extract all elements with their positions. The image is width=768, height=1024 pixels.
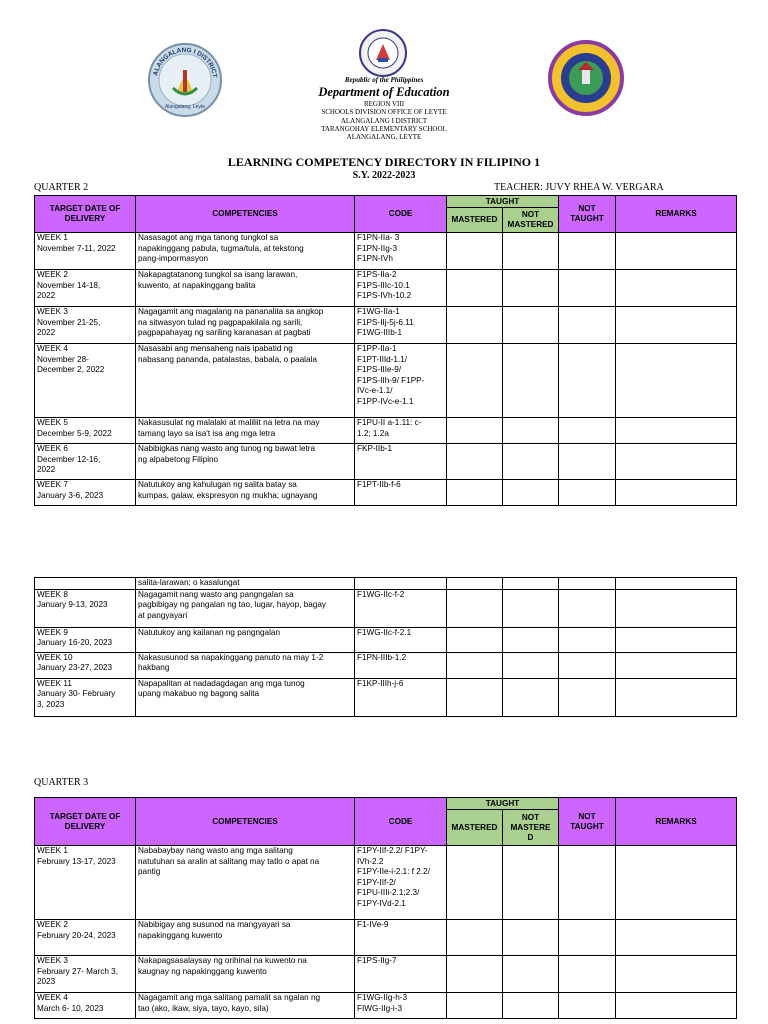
col-code: CODE	[355, 196, 447, 233]
deped-seal-logo	[358, 28, 408, 78]
table-row: WEEK 8 January 9-13, 2023 Nagagamit nang wasto ang pangngalan sa pagbibigay ng pangalan ng tao, lugar, hayop, bagay at pangyayari F1WG-IIc-f-2	[35, 589, 737, 627]
col-not-mastered: NOT MASTERED	[503, 208, 559, 233]
table-row: WEEK 7 January 3-6, 2023 Natutukoy ang kahulugan ng salita batay sa kumpas, galaw, ekspresyon ng mukha; ugnayang F1PT-IIb-f-6	[35, 480, 737, 506]
page-title: LEARNING COMPETENCY DIRECTORY IN FILIPINO 1	[227, 155, 541, 169]
table-row: WEEK 11 January 30- February 3, 2023 Napapalitan at nadadagdagan ang mga tunog upang makabuo ng bagong salita F1KP-IIIh-j-6	[35, 678, 737, 716]
col-not-taught: NOT TAUGHT	[559, 798, 616, 846]
col-remarks: REMARKS	[616, 196, 737, 233]
table-row: WEEK 6 December 12-16, 2022 Nabibigkas nang wasto ang tunog ng bawat letra ng alpabetong Filipino FKP-IIb-1	[35, 444, 737, 480]
col-remarks: REMARKS	[616, 798, 737, 846]
header-lines: REGION VIII SCHOOLS DIVISION OFFICE OF LEYTE ALANGALANG I DISTRICT TARANGOHAY ELEMENTARY SCHOOL ALANGALANG, LEYTE	[321, 100, 447, 142]
table-row: WEEK 5 December 5-9, 2022 Nakasusulat ng malalaki at maliliit na letra na may tamang layo sa isa't isa ang mga letra F1PU-II a-1.11: c- 1.2; 1.2a	[35, 418, 737, 444]
table-row: WEEK 3 February 27- March 3, 2023 Nakapagsasalaysay ng orihinal na kuwento na kaugnay ng napakinggang kuwento F1PS-IIg-7	[35, 956, 737, 993]
col-target-date: TARGET DATE OF DELIVERY	[35, 196, 136, 233]
department-text: Department of Education	[318, 85, 450, 99]
col-code: CODE	[355, 798, 447, 846]
table-row: WEEK 1 February 13-17, 2023 Nababaybay nang wasto ang mga salitang natutuhan sa aralin at salitang may tatlo o apat na pantig F1PY-IIf-2.2/ F1PY- IVh-2.2 F1PY-IIe-i-2.1: f 2.2/ F1PY-IIf-2/ F1PU-IIIi-2.1;2.3/ F1PY-IVd-2.1	[35, 846, 737, 920]
school-year: S.Y. 2022-2023	[352, 170, 416, 181]
table-row: WEEK 10 January 23-27, 2023 Nakasusunod sa napakinggang panuto na may 1-2 hakbang F1PN-IIIb-1.2	[35, 652, 737, 678]
quarter2-label: QUARTER 2	[34, 182, 89, 193]
table-row: WEEK 4 March 6- 10, 2023 Nagagamit ang mga salitang pamalit sa ngalan ng tao (ako, ikaw, siya, tayo, kayo, sila) F1WG-IIg-h-3 FIWG-IIg-i-3	[35, 993, 737, 1019]
col-competencies: COMPETENCIES	[136, 196, 355, 233]
col-not-mastered: NOT MASTERE D	[503, 810, 559, 846]
table-row: WEEK 9 January 16-20, 2023 Natutukoy ang kailanan ng pangngalan F1WG-IIc-f-2.1	[35, 627, 737, 652]
col-mastered: MASTERED	[447, 810, 503, 846]
table-row: WEEK 1 November 7-11, 2022 Nasasagot ang mga tanong tungkol sa napakinggang pabula, tugma/tula, at tekstong pang-impormasyon F1PN-IIa- 3 F1PN-IIg-3 F1PN-IVh	[35, 233, 737, 270]
col-taught: TAUGHT	[447, 196, 559, 208]
quarter2-table	[34, 195, 737, 506]
svg-text:ALANGALANG I DISTRICT: ALANGALANG I DISTRICT	[152, 46, 218, 79]
table-row: WEEK 4 November 28- December 2, 2022 Nasasabi ang mensaheng nais ipabatid ng nabasang pananda, patalastas, babala, o paalala F1PP-IIa-1 F1PT-IIId-1.1/ F1PS-IIIe-9/ F1PS-IIh-9/ F1PP- IVc-e-1.1/ F1PP-IVc-e-1.1	[35, 344, 737, 418]
col-competencies: COMPETENCIES	[136, 798, 355, 846]
svg-text:Alangalang, Leyte: Alangalang, Leyte	[164, 104, 206, 110]
table-row: salita-larawan; o kasalungat	[35, 578, 737, 590]
col-mastered: MASTERED	[447, 208, 503, 233]
quarter3-table	[34, 797, 737, 1019]
quarter2-continued-table	[34, 577, 737, 717]
teacher-name: TEACHER: JUVY RHEA W. VERGARA	[494, 182, 664, 193]
col-target-date: TARGET DATE OF DELIVERY	[35, 798, 136, 846]
table-row: WEEK 2 February 20-24, 2023 Nabibigay ang susunod na mangyayari sa napakinggang kuwento F1-IVe-9	[35, 920, 737, 956]
col-not-taught: NOT TAUGHT	[559, 196, 616, 233]
table-row: WEEK 2 November 14-18, 2022 Nakapagtatanong tungkol sa isang larawan, kuwento, at napakinggang balita F1PS-IIa-2 F1PS-IIIc-10.1 F1PS-IVh-10.2	[35, 270, 737, 307]
quarter3-label: QUARTER 3	[34, 777, 89, 788]
table-row: WEEK 3 November 21-25, 2022 Nagagamit ang magalang na pananalita sa angkop na sitwasyon tulad ng pagpapakilala ng sarili, pagpapahayag ng sariling karanasan at pagbati F1WG-IIa-1 F1PS-IIj-5j-6.11 F1WG-IIIb-1	[35, 307, 737, 344]
col-taught: TAUGHT	[447, 798, 559, 810]
republic-text: Republic of the Philippines	[344, 76, 424, 84]
